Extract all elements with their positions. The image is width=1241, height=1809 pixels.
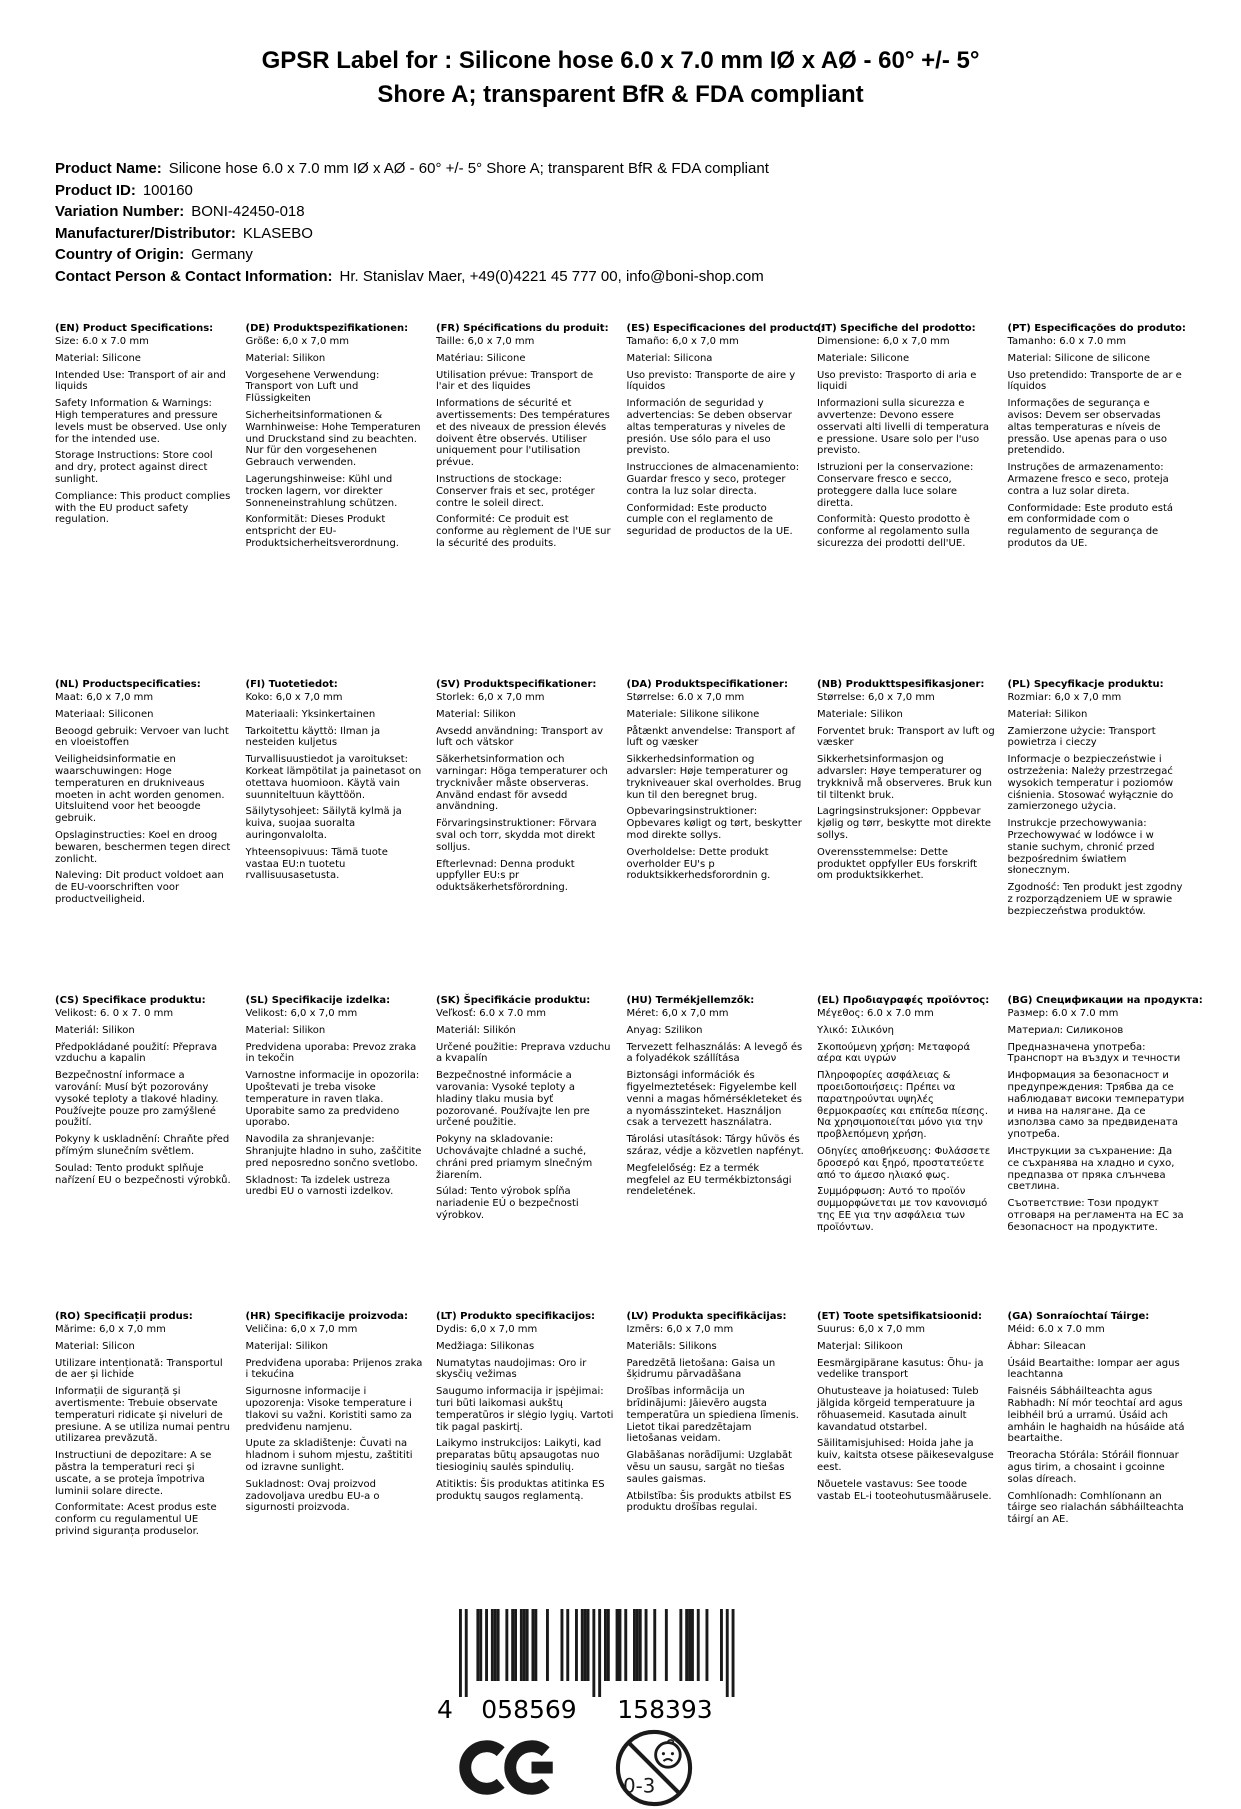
product-info-value: 100160 [142,181,193,199]
spec-paragraph: Konformität: Dieses Produkt entspricht der EU-Produktsicherheitsverordnung. [245,514,399,549]
spec-block-header: (EN) Product Specifications: [55,323,214,335]
spec-paragraph: Instructiuni de depozitare: A se păstra la temperaturi reci și uscate, a se proteja împotriva luminii solare directe. [55,1450,212,1497]
spec-block-el [817,995,996,1311]
spec-block-de [246,323,425,679]
spec-paragraph: Informations de sécurité et avertissements: Des températures et des niveaux de pression élevés doivent être observés. Utiliser uniquement pour l'utilisation prévue. [436,398,610,469]
spec-paragraph: Opslaginstructies: Koel en droog bewaren, beschermen tegen direct zonlicht. [55,829,231,865]
spec-paragraph: Utilisation prévue: Transport de l'air et des liquides [436,369,594,393]
symbols-row [429,1727,769,1809]
page-title [131,44,1111,112]
spec-paragraph: Pokyny na skladovanie: Uchovávajte chladné a suché, chráni pred priamym slnečným žiarením. [436,1134,593,1181]
spec-paragraph: Инструкции за съхранение: Да се съхранява на хладно и сухо, предпазва от пряка слънчева светлина. [1007,1145,1175,1193]
spec-block-cs [55,995,234,1311]
spec-paragraph: Izmērs: 6,0 x 7,0 mm [626,1323,734,1335]
spec-paragraph: Koko: 6,0 x 7,0 mm [245,691,343,703]
spec-paragraph: Dydis: 6,0 x 7,0 mm [436,1323,538,1335]
spec-paragraph: Lagerungshinweise: Kühl und trocken lagern, vor direkter Sonneneinstrahlung schützen. [245,473,398,509]
spec-paragraph: Méret: 6,0 x 7,0 mm [626,1007,729,1019]
spec-paragraph: Материал: Силиконов [1007,1024,1124,1036]
spec-block-hr [246,1311,425,1543]
spec-block-da [627,679,806,995]
spec-block-header: (PT) Especificações do produto: [1007,323,1186,335]
barcode-digits-left-group: 058569 [480,1694,577,1723]
spec-paragraph: Nõuetele vastavus: See toode vastab EL-i tooteohutusmäärusele. [817,1478,992,1502]
product-info-label: Country of Origin: [55,246,185,264]
spec-paragraph: Οδηγίες αποθήκευσης: Φυλάσσετε δροσερό και ξηρό, προστατεύετε από το άμεσο ηλιακό φως. [817,1145,991,1181]
spec-paragraph: Sicherheitsinformationen & Warnhinweise: Hohe Temperaturen und Druckstand sind zu beachten. Nur für den vorgesehenen Gebrauch verwenden. [245,409,421,469]
spec-paragraph: Materiāls: Silikons [626,1340,717,1352]
spec-paragraph: Säilytysohjeet: Säilytä kylmä ja kuiva, suojaa suoralta auringonvalolta. [245,806,402,841]
spec-paragraph: Overensstemmelse: Dette produktet oppfyller EUs forskrift om produktsikkerhet. [817,846,978,882]
spec-paragraph: Tarkoitettu käyttö: Ilman ja nesteiden kuljetus [245,725,381,749]
spec-paragraph: Naleving: Dit product voldoet aan de EU-voorschriften voor productveiligheid. [55,870,224,905]
spec-paragraph: Numatytas naudojimas: Oro ir skysčių vežimas [436,1357,587,1381]
spec-paragraph: Συμμόρφωση: Αυτό το προϊόν συμμορφώνεται με τον κανονισμό της ΕΕ για την ασφάλεια των προϊόντων. [817,1186,988,1233]
spec-paragraph: Paredzētā lietošana: Gaisa un šķidrumu pārvadāšana [626,1357,776,1381]
spec-paragraph: Conformité: Ce produit est conforme au règlement de l'UE sur la sécurité des produits. [436,514,611,549]
spec-block-header: (EL) Προδιαγραφές προϊόντος: [817,995,990,1007]
spec-paragraph: Størrelse: 6,0 x 7,0 mm [817,691,935,703]
spec-paragraph: Veiligheidsinformatie en waarschuwingen: Hoge temperaturen en drukniveaus moeten in acht worden genomen. Uitsluitend voor het beoogde gebruik. [55,754,225,825]
spec-paragraph: Atitiktis: Šis produktas atitinka ES produktų saugos reglamentą. [436,1478,605,1502]
product-info-value: Germany [191,246,253,264]
age-warning-label: 0-3 [622,1774,655,1798]
spec-paragraph: Zgodność: Ten produkt jest zgodny z rozporządzeniem UE w sprawie bezpieczeństwa produktów. [1007,882,1183,917]
spec-block-header: (DE) Produktspezifikationen: [245,323,409,335]
product-info-line [55,244,1186,266]
spec-paragraph: Materiaali: Yksinkertainen [245,708,376,720]
spec-paragraph: Skladnost: Ta izdelek ustreza uredbi EU o varnosti izdelkov. [245,1174,394,1198]
spec-paragraph: Conformidad: Este producto cumple con el reglamento de seguridad de productos de la UE. [626,502,793,538]
spec-block-sv [436,679,615,995]
spec-block-ro [55,1311,234,1543]
spec-block-header: (LV) Produkta specifikācijas: [626,1311,787,1323]
product-info-label: Manufacturer/Distributor: [55,224,236,242]
spec-paragraph: Materijal: Silikon [245,1340,329,1352]
spec-paragraph: Mărime: 6,0 x 7,0 mm [55,1323,166,1335]
spec-paragraph: Medžiaga: Silikonas [436,1340,535,1352]
spec-paragraph: Beoogd gebruik: Vervoer van lucht en vloeistoffen [55,725,229,749]
spec-paragraph: Uso previsto: Transporte de aire y líquidos [626,369,796,393]
product-info-line [55,158,1186,180]
spec-paragraph: Maat: 6,0 x 7,0 mm [55,691,154,703]
spec-paragraph: Veličina: 6,0 x 7,0 mm [245,1323,358,1335]
spec-block-header: (RO) Specificații produs: [55,1311,193,1323]
spec-paragraph: Opbevaringsinstruktioner: Opbevares køligt og tørt, beskytter mod direkte sollys. [626,806,802,841]
baby-face-icon [655,1740,680,1767]
spec-paragraph: Matériau: Silicone [436,352,526,364]
product-info-label: Product ID: [55,181,136,199]
spec-block-header: (DA) Produktspecifikationer: [626,679,788,691]
spec-paragraph: Lagringsinstruksjoner: Oppbevar kjølig og tørr, beskytte mot direkte sollys. [817,806,992,841]
spec-paragraph: Anyag: Szilikon [626,1024,703,1036]
spec-block-hu [627,995,806,1311]
spec-block-header: (ES) Especificaciones del producto: [626,323,825,335]
spec-block-header: (NL) Productspecificaties: [55,679,201,691]
spec-block-header: (HR) Specifikacije proizvoda: [245,1311,409,1323]
spec-block-lv [627,1311,806,1543]
spec-paragraph: Предназначена употреба: Транспорт на въздух и течности [1007,1041,1181,1065]
spec-block-nl [55,679,234,995]
spec-paragraph: Bezpečnostné informácie a varovania: Vysoké teploty a hladiny tlaku musia byť pozorované. Používajte len pre určené použitie. [436,1070,590,1129]
spec-paragraph: Информация за безопасност и предупреждения: Трябва да се наблюдават високи температури и нива на налягане. Да се използва само за предвидената употреба. [1007,1070,1185,1141]
spec-paragraph: Soulad: Tento produkt splňuje nařízení EU o bezpečnosti výrobků. [55,1162,231,1186]
spec-paragraph: Materiaal: Siliconen [55,708,154,720]
spec-paragraph: Informazioni sulla sicurezza e avvertenze: Devono essere osservati alti livelli di temperatura e pressione. Usare solo per l'uso previsto. [817,398,990,457]
spec-paragraph: Размер: 6.0 x 7.0 mm [1007,1007,1119,1019]
spec-paragraph: Uso pretendido: Transporte de ar e líquidos [1007,369,1182,393]
spec-paragraph: Größe: 6,0 x 7,0 mm [245,335,350,347]
spec-block-header: (GA) Sonraíochtaí Táirge: [1007,1311,1150,1323]
spec-block-en [55,323,234,679]
product-info-value: Silicone hose 6.0 x 7.0 mm IØ x AØ - 60° +/- 5° Shore A; transparent BfR & FDA compliant [168,160,769,178]
spec-paragraph: Taille: 6,0 x 7,0 mm [436,335,535,347]
spec-paragraph: Overholdelse: Dette produkt overholder EU's p roduktsikkerhedsforordnin g. [626,846,771,882]
spec-paragraph: Comhlíonadh: Comhlíonann an táirge seo rialachán sábháilteachta táirgí an AE. [1007,1490,1184,1526]
spec-block-header: (SL) Specifikacije izdelka: [245,995,391,1007]
spec-paragraph: Určené použitie: Preprava vzduchu a kvapalín [436,1041,611,1065]
spec-block-bg [1007,995,1203,1311]
spec-paragraph: Předpokládané použití: Přeprava vzduchu a kapalin [55,1041,218,1065]
spec-block-fr [436,323,615,679]
ce-mark-icon [459,1736,559,1799]
age-warning-icon [613,1727,695,1809]
spec-paragraph: Säilitamisjuhised: Hoida jahe ja kuiv, kaitsta otsese päikesevalguse eest. [817,1438,994,1473]
spec-paragraph: Upute za skladištenje: Čuvati na hladnom i suhom mjestu, zaštititi od izravne sunlight. [245,1438,413,1473]
spec-paragraph: Materiał: Silikon [1007,708,1088,720]
product-info-label: Variation Number: [55,203,185,221]
spec-paragraph: Treoracha Stórála: Stóráil fionnuar agus tirim, a chosaint i gcoinne solas díreach. [1007,1450,1179,1485]
product-info-section [55,158,1186,287]
spec-paragraph: Materiale: Silikon [817,708,903,720]
product-info-line [55,201,1186,223]
spec-paragraph: Informacje o bezpieczeństwie i ostrzeżenia: Należy przestrzegać wysokich temperatur i poziomów ciśnienia. Stosować wyłącznie do zamierzonego użycia. [1007,754,1174,813]
spec-paragraph: Instrukcje przechowywania: Przechowywać w lodówce i w stanie suchym, chronić przed bezpośrednim światłem słonecznym. [1007,818,1155,877]
spec-paragraph: Ábhar: Sileacan [1007,1340,1086,1352]
spec-block-pl [1008,679,1187,995]
spec-paragraph: Efterlevnad: Denna produkt uppfyller EU:s pr oduktsäkerhetsförordning. [436,858,575,894]
spec-paragraph: Μέγεθος: 6.0 x 7.0 mm [817,1007,934,1019]
spec-paragraph: Velikost: 6,0 x 7,0 mm [245,1007,358,1019]
spec-paragraph: Materiál: Silikón [436,1024,516,1036]
spec-paragraph: Instruções de armazenamento: Armazene fresco e seco, proteja contra a luz solar direta. [1007,462,1169,497]
spec-paragraph: Sukladnost: Ovaj proizvod zadovoljava uredbu EU-a o sigurnosti proizvoda. [245,1478,380,1514]
spec-paragraph: Informações de segurança e avisos: Devem ser observadas altas temperaturas e níveis de pressão. Use apenas para o uso pretendido. [1007,398,1167,457]
spec-paragraph: Vorgesehene Verwendung: Transport von Luft und Flüssigkeiten [245,369,380,405]
spec-paragraph: Tárolási utasítások: Tárgy hűvös és száraz, védje a közvetlen napfényt. [626,1134,804,1157]
spec-paragraph: Säkerhetsinformation och varningar: Höga temperaturer och trycknivåer måste observeras. Använd endast för avsedd användning. [436,754,608,813]
spec-paragraph: Información de seguridad y advertencias: Se deben observar altas temperaturas y niveles de presión. Use sólo para el uso previsto. [626,398,793,457]
spec-paragraph: Drošības informācija un brīdinājumi: Jāievēro augsta temperatūra un spiediena līmenis. Lietot tikai paredzētajam lietošanas veidam. [626,1386,799,1445]
spec-block-header: (IT) Specifiche del prodotto: [817,323,976,335]
product-info-label: Product Name: [55,160,162,178]
spec-paragraph: Atbilstība: Šis produkts atbilst ES produktu drošības regulai. [626,1490,792,1514]
spec-paragraph: Dimensione: 6,0 x 7,0 mm [817,335,950,347]
spec-paragraph: Materiale: Silicone [817,352,910,364]
spec-paragraph: Forventet bruk: Transport av luft og væsker [817,725,995,749]
spec-paragraph: Conformitate: Acest produs este conform cu regulamentul UE privind siguranța produselor. [55,1502,217,1537]
spec-block-pt [1008,323,1187,679]
spec-paragraph: Velikost: 6. 0 x 7. 0 mm [55,1007,174,1019]
spec-block-header: (BG) Спецификации на продукта: [1007,995,1203,1007]
spec-paragraph: Glabāšanas norādījumi: Uzglabāt vēsu un sausu, sargāt no tiešas saules gaismas. [626,1450,793,1485]
spec-paragraph: Sikkerhetsinformasjon og advarsler: Høye temperaturer og trykknivå må observeres. Bruk kun til tiltenkt bruk. [817,754,992,801]
spec-block-header: (NB) Produkttspesifikasjoner: [817,679,985,691]
spec-paragraph: Πληροφορίες ασφάλειας & προειδοποιήσεις: Πρέπει να παρατηρούνται υψηλές θερμοκρασίες και επίπεδα πίεσης. Να χρησιμοποιείται μόνο για την προβλεπόμενη χρήση. [817,1070,989,1141]
spec-paragraph: Intended Use: Transport of air and liquids [55,369,226,393]
spec-block-header: (CS) Specifikace produktu: [55,995,206,1007]
spec-paragraph: Sikkerhedsinformation og advarsler: Høje temperaturer og trykniveauer skal overholdes. Brug kun til den beregnet brug. [626,754,802,801]
spec-paragraph: Informații de siguranță și avertismente: Trebuie observate temperaturi ridicate și niveluri de presiune. A se utiliza numai pentru utilizarea prevăzută. [55,1386,230,1445]
spec-paragraph: Storage Instructions: Store cool and dry, protect against direct sunlight. [55,450,213,485]
spec-paragraph: Rozmiar: 6,0 x 7,0 mm [1007,691,1122,703]
spec-paragraph: Materiál: Silikon [55,1024,135,1036]
spec-paragraph: Faisnéis Sábháilteachta agus Rabhadh: Ní mór teochtaí ard agus leibhéil brú a urramú. Úsáid ach amháin le haghaidh na húsáide atá beartaithe. [1007,1386,1185,1445]
page-title-line1: GPSR Label for : Silicone hose 6.0 x 7.0 mm IØ x AØ - 60° +/- 5° [261,47,980,74]
spec-block-header: (LT) Produkto specifikacijos: [436,1311,596,1323]
spec-paragraph: Úsáid Beartaithe: Iompar aer agus leachtanna [1007,1357,1180,1381]
spec-paragraph: Turvallisuustiedot ja varoitukset: Korkeat lämpötilat ja painetasot on otettava huomioon. Käytä vain suunniteltuun käyttöön. [245,754,422,801]
spec-paragraph: Súlad: Tento výrobok spĺňa nariadenie EÚ o bezpečnosti výrobkov. [436,1186,579,1221]
spec-paragraph: Υλικό: Σιλικόνη [817,1024,894,1036]
spec-paragraph: Tervezett felhasználás: A levegő és a folyadékok szállítása [626,1041,803,1065]
spec-paragraph: Avsedd användning: Transport av luft och vätskor [436,725,604,749]
spec-paragraph: Material: Silikon [245,352,326,364]
spec-block-header: (SK) Špecifikácie produktu: [436,995,591,1007]
spec-grid [55,323,1203,1543]
spec-paragraph: Conformità: Questo prodotto è conforme al regolamento sulla sicurezza dei prodotti dell'UE. [817,514,971,549]
spec-paragraph: Material: Silicona [626,352,713,364]
barcode-digits-right-group: 158393 [616,1694,713,1723]
spec-block-sl [246,995,425,1311]
spec-paragraph: Biztonsági információk és figyelmeztetések: Figyelembe kell venni a magas hőmérsékleteket és a nyomásszinteket. Használjon csak a tervezett használatra. [626,1070,802,1129]
spec-paragraph: Förvaringsinstruktioner: Förvara sval och torr, skydda mot direkt solljus. [436,818,597,853]
spec-paragraph: Zamierzone użycie: Transport powietrza i cieczy [1007,725,1156,749]
spec-paragraph: Material: Silikon [245,1024,326,1036]
product-info-line [55,180,1186,202]
spec-paragraph: Σκοπούμενη χρήση: Μεταφορά αέρα και υγρών [817,1041,971,1065]
spec-paragraph: Istruzioni per la conservazione: Conservare fresco e secco, proteggere dalla luce solare diretta. [817,462,974,509]
spec-paragraph: Compliance: This product complies with the EU product safety regulation. [55,490,231,526]
spec-paragraph: Materiale: Silikone silikone [626,708,760,720]
product-info-value: KLASEBO [242,224,313,242]
product-info-value: BONI-42450-018 [191,203,305,221]
spec-paragraph: Materjal: Silikoon [817,1340,903,1352]
spec-block-header: (FR) Spécifications du produit: [436,323,609,335]
spec-paragraph: Eesmärgipärane kasutus: Õhu- ja vedelike transport [817,1357,984,1381]
spec-paragraph: Megfelelőség: Ez a termék megfelel az EU termékbiztonsági rendeletének. [626,1162,792,1198]
footer-section [429,1609,769,1809]
spec-paragraph: Bezpečnostní informace a varování: Musí být pozorovány vysoké teploty a tlakové hladiny. Používejte pouze pro zamýšlené použití. [55,1070,219,1129]
product-info-value: Hr. Stanislav Maer, +49(0)4221 45 777 00, info@boni-shop.com [339,267,764,285]
spec-block-header: (ET) Toote spetsifikatsioonid: [817,1311,983,1323]
spec-block-lt [436,1311,615,1543]
barcode [429,1609,769,1723]
barcode-digit-lead: 4 [436,1694,453,1723]
spec-paragraph: Størrelse: 6.0 x 7,0 mm [626,691,745,703]
spec-block-et [817,1311,996,1543]
spec-paragraph: Storlek: 6,0 x 7,0 mm [436,691,545,703]
spec-block-header: (PL) Specyfikacje produktu: [1007,679,1164,691]
spec-block-ga [1008,1311,1187,1543]
spec-paragraph: Ohutusteave ja hoiatused: Tuleb jälgida kõrgeid temperatuure ja rõhuasemeid. Kasutada ainult kavandatud otstarbel. [817,1386,979,1433]
spec-block-fi [246,679,425,995]
spec-paragraph: Méid: 6.0 x 7.0 mm [1007,1323,1105,1335]
spec-paragraph: Size: 6.0 x 7.0 mm [55,335,149,347]
spec-paragraph: Tamaño: 6,0 x 7,0 mm [626,335,739,347]
spec-paragraph: Utilizare intenționată: Transportul de aer și lichide [55,1357,223,1381]
spec-block-it [817,323,996,679]
spec-paragraph: Material: Silikon [436,708,516,720]
spec-block-es [626,323,825,679]
spec-block-nb [817,679,996,995]
spec-block-header: (HU) Termékjellemzők: [626,995,755,1007]
spec-paragraph: Predviđena uporaba: Prijenos zraka i tekućina [245,1357,423,1381]
spec-paragraph: Pokyny k uskladnění: Chraňte před přímým slunečním světlem. [55,1134,230,1157]
spec-paragraph: Navodila za shranjevanje: Shranjujte hladno in suho, zaščitite pred neposredno sončno svetlobo. [245,1134,422,1169]
spec-paragraph: Instrucciones de almacenamiento: Guardar fresco y seco, proteger contra la luz solar directa. [626,462,800,497]
page-title-line2: Shore A; transparent BfR & FDA compliant [377,81,864,109]
spec-paragraph: Safety Information & Warnings: High temperatures and pressure levels must be observed. Use only for the intended use. [55,398,227,445]
spec-paragraph: Conformidade: Este produto está em conformidade com o regulamento de segurança de produtos da UE. [1007,502,1174,549]
spec-paragraph: Uso previsto: Trasporto di aria e liquidi [817,369,977,393]
product-info-label: Contact Person & Contact Information: [55,267,333,285]
spec-paragraph: Varnostne informacije in opozorila: Upoštevati je treba visoke temperature in raven tlaka. Uporabite samo za predvideno uporabo. [245,1070,420,1129]
spec-paragraph: Laikymo instrukcijos: Laikyti, kad preparatas būtų apsaugotas nuo tiesioginių saulės spindulių. [436,1438,602,1473]
spec-paragraph: Predvidena uporaba: Prevoz zraka in tekočin [245,1041,417,1065]
spec-block-sk [436,995,615,1311]
spec-block-header: (FI) Tuotetiedot: [245,679,338,691]
product-info-line [55,266,1186,288]
spec-paragraph: Veľkosť: 6.0 x 7.0 mm [436,1007,546,1019]
spec-paragraph: Material: Silicone de silicone [1007,352,1150,364]
spec-paragraph: Instructions de stockage: Conserver frais et sec, protéger contre le soleil direct. [436,473,595,509]
spec-paragraph: Material: Silicone [55,352,141,364]
barcode-bars [459,1609,735,1697]
spec-paragraph: Saugumo informacija ir įspėjimai: turi būti laikomasi aukštų temperatūros ir slėgio lygių. Vartoti tik pagal paskirtį. [436,1386,614,1433]
spec-block-header: (SV) Produktspecifikationer: [436,679,597,691]
spec-paragraph: Material: Silicon [55,1340,135,1352]
spec-paragraph: Suurus: 6,0 x 7,0 mm [817,1323,925,1335]
spec-paragraph: Съответствие: Този продукт отговаря на регламента на ЕС за безопасност на продуктите. [1007,1198,1184,1233]
product-info-line [55,223,1186,245]
spec-paragraph: Yhteensopivuus: Tämä tuote vastaa EU:n tuotetu rvallisuusasetusta. [245,846,388,882]
spec-paragraph: Sigurnosne informacije i upozorenja: Visoke temperature i tlakovi su važni. Koristiti samo za predviđenu namjenu. [245,1386,412,1433]
spec-paragraph: Tamanho: 6.0 x 7.0 mm [1007,335,1127,347]
spec-paragraph: Påtænkt anvendelse: Transport af luft og væsker [626,725,795,749]
